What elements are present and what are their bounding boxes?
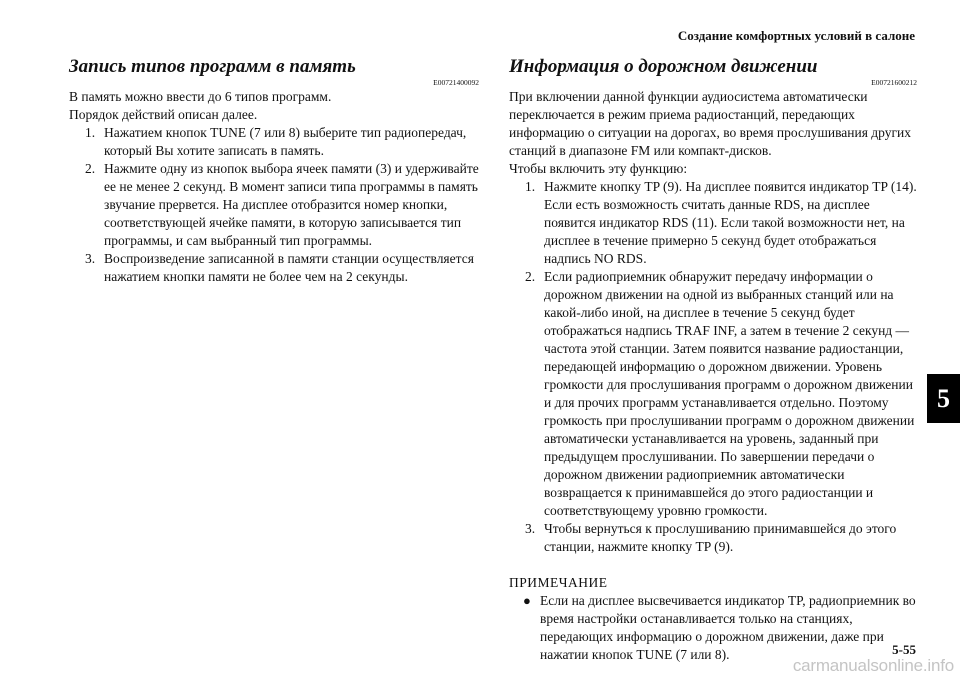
step-text: Нажмите кнопку TP (9). На дисплее появится индикатор TP (14). Если есть возможность считать данные RDS, на дисплее появится индикатор RDS (11). Если такой возможности нет, на дисплее в течение примерно 5 секунд будет отображаться надпись NO RDS. [544, 179, 917, 266]
steps-list [69, 124, 479, 286]
step-number: 3. [525, 521, 536, 536]
list-item [69, 160, 479, 250]
section-heading-traffic-info: Информация о дорожном движении [509, 56, 818, 77]
paragraph: При включении данной функции аудиосистема автоматически переключается в режим приема радиостанций, передающих информацию о ситуации на дорогах, во время прослушивания других станций в диапазоне FM или компакт-дисков. [509, 89, 911, 158]
chapter-tab: 5 [927, 374, 960, 423]
list-item [69, 124, 479, 160]
step-text: Если радиоприемник обнаружит передачу информации о дорожном движении на одной из выбранных станций или на какой-либо иной, на дисплее в течение 5 секунд будет отображаться надпись TRAF INF, а затем в течение 2 секунд — частота этой станции. Затем появится название радиостанции, передающей информацию о дорожном движении. Уровень громкости для прослушивания программ о дорожном движении и для прочих программ устанавливается отдельно. Поэтому громкость при прослушивании программ о дорожном движении автоматически устанавливается на уровень, заданный при предыдущем прослушивании. По завершении передачи о дорожном движении радиоприемник автоматически возвращается к принимавшейся до этого радиостанции и соответствующему уровню громкости. [544, 269, 915, 518]
step-text: Нажатием кнопок TUNE (7 или 8) выберите тип радиопередач, который Вы хотите записать в память. [104, 125, 467, 158]
watermark: carmanualsonline.info [792, 656, 954, 675]
page-number: 5-55 [892, 642, 916, 657]
step-number: 2. [525, 269, 536, 284]
step-text: Воспроизведение записанной в памяти станции осуществляется нажатием кнопки памяти не более чем на 2 секунды. [104, 251, 474, 284]
section-code: E00721400092 [433, 78, 479, 87]
step-number: 2. [85, 161, 96, 176]
note-title: ПРИМЕЧАНИЕ [509, 575, 608, 590]
step-text: Чтобы вернуться к прослушиванию принимавшейся до этого станции, нажмите кнопку TP (9). [544, 521, 897, 554]
list-item [509, 178, 917, 268]
paragraph: В память можно ввести до 6 типов программ. [69, 89, 332, 104]
bullet-icon: ● [523, 593, 531, 608]
steps-list [509, 178, 917, 556]
list-item [509, 268, 917, 520]
left-column [69, 56, 479, 286]
step-number: 1. [85, 125, 96, 140]
running-header: Создание комфортных условий в салоне [677, 28, 915, 43]
step-number: 3. [85, 251, 96, 266]
list-item [509, 520, 917, 556]
list-item [69, 250, 479, 286]
paragraph: Порядок действий описан далее. [69, 107, 258, 122]
section-code: E00721600212 [871, 78, 917, 87]
note-item [509, 592, 917, 664]
step-text: Нажмите одну из кнопок выбора ячеек памяти (3) и удерживайте ее не менее 2 секунд. В момент записи типа программы в память звучание прервется. На дисплее отобразится номер кнопки, соответствующей ячейке памяти, в которую записывается тип программы, и сам выбранный тип программы. [104, 161, 479, 248]
section-heading-program-types: Запись типов программ в память [69, 56, 356, 77]
step-number: 1. [525, 179, 536, 194]
note-text: Если на дисплее высвечивается индикатор TP, радиоприемник во время настройки останавливается только на станциях, передающих информацию о дорожном движении, даже при нажатии кнопок TUNE (7 или 8). [540, 593, 916, 662]
right-column [509, 56, 917, 664]
paragraph: Чтобы включить эту функцию: [509, 161, 688, 176]
